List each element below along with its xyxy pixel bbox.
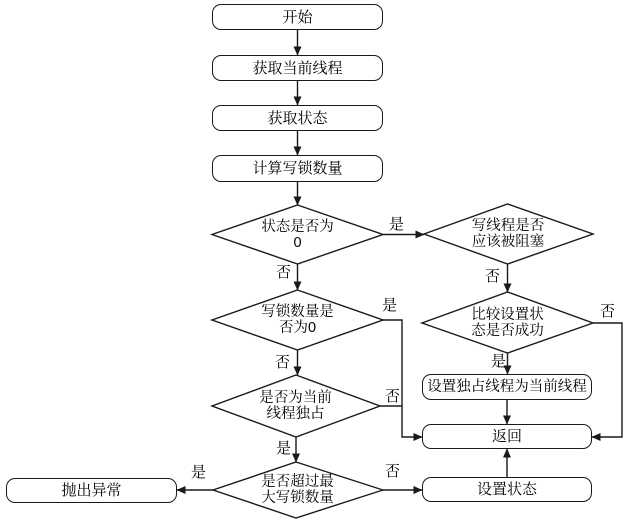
process-box-get-state: 获取状态 [212, 105, 383, 131]
connector-lockcount-yes-to-return [383, 320, 422, 437]
decision-writer-should-block-label: 写线程是否 应该被阻塞 [471, 218, 545, 250]
edge-label-no-writer-block: 否 [485, 268, 501, 285]
process-box-set-exclusive-thread: 设置独占线程为当前线程 [422, 374, 592, 400]
decision-writer-should-block-shape [424, 204, 593, 264]
decision-state-is-zero-label: 状态是否为 0 [261, 219, 334, 251]
edge-label-yes-lockcount-zero: 是 [382, 297, 398, 314]
edge-label-yes-state-zero: 是 [389, 216, 405, 233]
edge-label-no-state-zero: 否 [276, 264, 292, 281]
edge-label-yes-exceeds-max: 是 [191, 464, 207, 481]
decision-state-is-zero-shape [212, 205, 383, 264]
process-box-calc-write-lock-count: 计算写锁数量 [212, 155, 383, 182]
decision-exceeds-max-write-locks-label: 是否超过最 大写锁数量 [261, 474, 334, 506]
edge-label-no-lockcount-zero: 否 [275, 354, 291, 371]
process-box-throw-exception: 抛出异常 [6, 478, 177, 503]
decision-is-current-thread-owner-label: 是否为当前 线程独占 [259, 390, 332, 422]
edge-label-no-exceeds-max: 否 [385, 463, 401, 480]
edge-label-yes-cas: 是 [491, 353, 507, 370]
process-box-start: 开始 [212, 4, 383, 30]
process-box-get-current-thread: 获取当前线程 [212, 55, 383, 81]
process-box-set-state: 设置状态 [422, 477, 592, 502]
decision-write-lock-count-is-zero-label: 写锁数量是 否为0 [261, 304, 334, 336]
decision-cas-set-state-success-label: 比较设置状 态是否成功 [471, 307, 544, 339]
connector-cas-no-to-return [592, 323, 622, 437]
edge-label-no-cas: 否 [600, 303, 616, 320]
decision-is-current-thread-owner-shape [212, 375, 380, 437]
decision-cas-set-state-success-shape [422, 292, 593, 353]
edge-label-no-owner: 否 [385, 388, 401, 405]
decision-write-lock-count-is-zero-shape [212, 290, 383, 350]
edge-label-yes-owner: 是 [276, 440, 292, 457]
process-box-return: 返回 [422, 424, 592, 449]
decision-exceeds-max-write-locks-shape [213, 462, 383, 518]
